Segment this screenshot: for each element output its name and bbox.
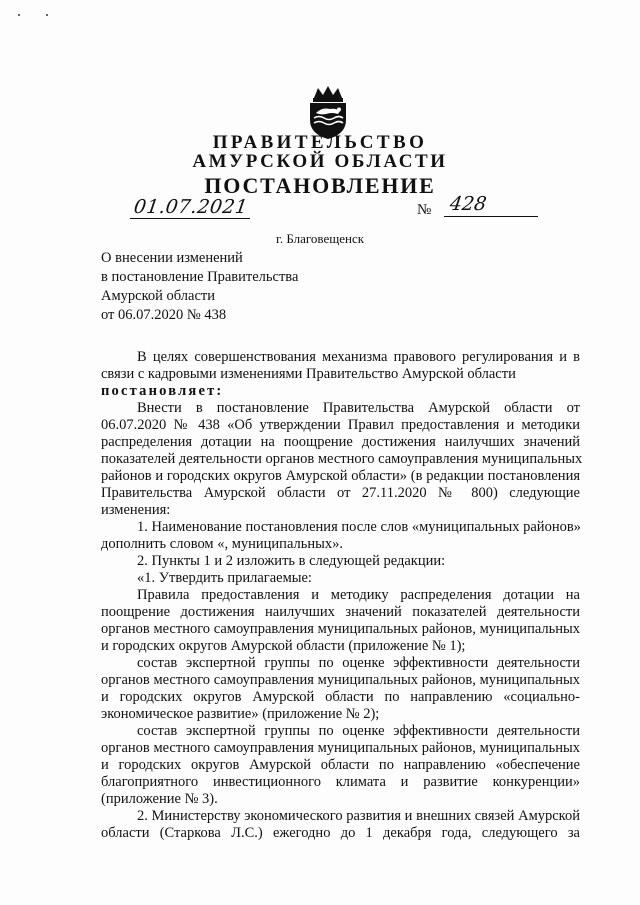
handwritten-date: 01.07.2021 — [132, 196, 250, 218]
body-line: показателей деятельности органов местного самоуправления муниципальных — [101, 451, 583, 467]
body-line: состав экспертной группы по оценке эффективности деятельности — [137, 723, 580, 739]
scan-speck — [18, 14, 20, 16]
body-line: Внести в постановление Правительства Амурской области от — [137, 400, 580, 416]
body-line: и городских округов Амурской области по направлению «социально- — [101, 689, 580, 705]
subject-line: О внесении изменений — [101, 250, 243, 266]
subject-block — [101, 249, 298, 325]
body-line: Правительства Амурской области от 27.11.2020 № 800) следующие — [101, 485, 580, 501]
date-underline — [130, 218, 250, 219]
subject-line: от 06.07.2020 № 438 — [101, 307, 227, 323]
body-line: 06.07.2020 № 438 «Об утверждении Правил предоставления и методики — [101, 417, 580, 433]
body-line: 2. Пункты 1 и 2 изложить в следующей редакции: — [137, 553, 446, 569]
body-line-decree: постановляет: — [101, 383, 224, 399]
body-line: 2. Министерству экономического развития и внешних связей Амурской — [137, 808, 580, 824]
handwritten-number: 428 — [448, 193, 488, 215]
header-region: АМУРСКОЙ ОБЛАСТИ — [192, 151, 448, 172]
number-underline — [444, 216, 538, 217]
body-line: изменения: — [101, 502, 171, 518]
scan-speck — [46, 14, 48, 16]
body-line: благоприятного инвестиционного климата и развитие конкуренции» — [101, 774, 580, 790]
number-label: № — [417, 202, 432, 218]
body-line: распределения дотации на поощрение достижения наилучших значений — [101, 434, 580, 450]
body-line: и городских округов Амурской области (приложение № 1); — [101, 638, 466, 654]
body-line: В целях совершенствования механизма правового регулирования и в — [137, 349, 580, 365]
body-line: (приложение № 3). — [101, 791, 218, 807]
body-line: области (Старкова Л.С.) ежегодно до 1 декабря года, следующего за — [101, 825, 580, 841]
body-line: 1. Наименование постановления после слов «муниципальных районов» — [137, 519, 581, 535]
body-line: органов местного самоуправления муниципальных районов, муниципальных — [101, 740, 580, 756]
body-line: Правила предоставления и методику распределения дотации на — [137, 587, 580, 603]
city-line: г. Благовещенск — [275, 231, 365, 246]
body-line: и городских округов Амурской области по направлению «обеспечение — [101, 757, 580, 773]
subject-line: в постановление Правительства — [101, 269, 299, 285]
body-line: районов и городских округов Амурской области» (в редакции постановления — [101, 468, 580, 484]
body-line: дополнить словом «, муниципальных». — [101, 536, 343, 552]
body-line: «1. Утвердить прилагаемые: — [137, 570, 312, 586]
body-line: органов местного самоуправления муниципальных районов, муниципальных — [101, 621, 580, 637]
body-line: поощрение достижения наилучших значений показателей деятельности — [101, 604, 580, 620]
header-government: ПРАВИТЕЛЬСТВО — [212, 132, 428, 153]
body-line: состав экспертной группы по оценке эффективности деятельности — [137, 655, 580, 671]
header-doc-type: ПОСТАНОВЛЕНИЕ — [204, 173, 436, 198]
body-line: экономическое развитие» (приложение № 2); — [101, 706, 380, 722]
body-line: органов местного самоуправления муниципальных районов, муниципальных — [101, 672, 580, 688]
body-line: связи с кадровыми изменениями Правительство Амурской области — [101, 366, 516, 382]
subject-line: Амурской области — [101, 288, 215, 304]
